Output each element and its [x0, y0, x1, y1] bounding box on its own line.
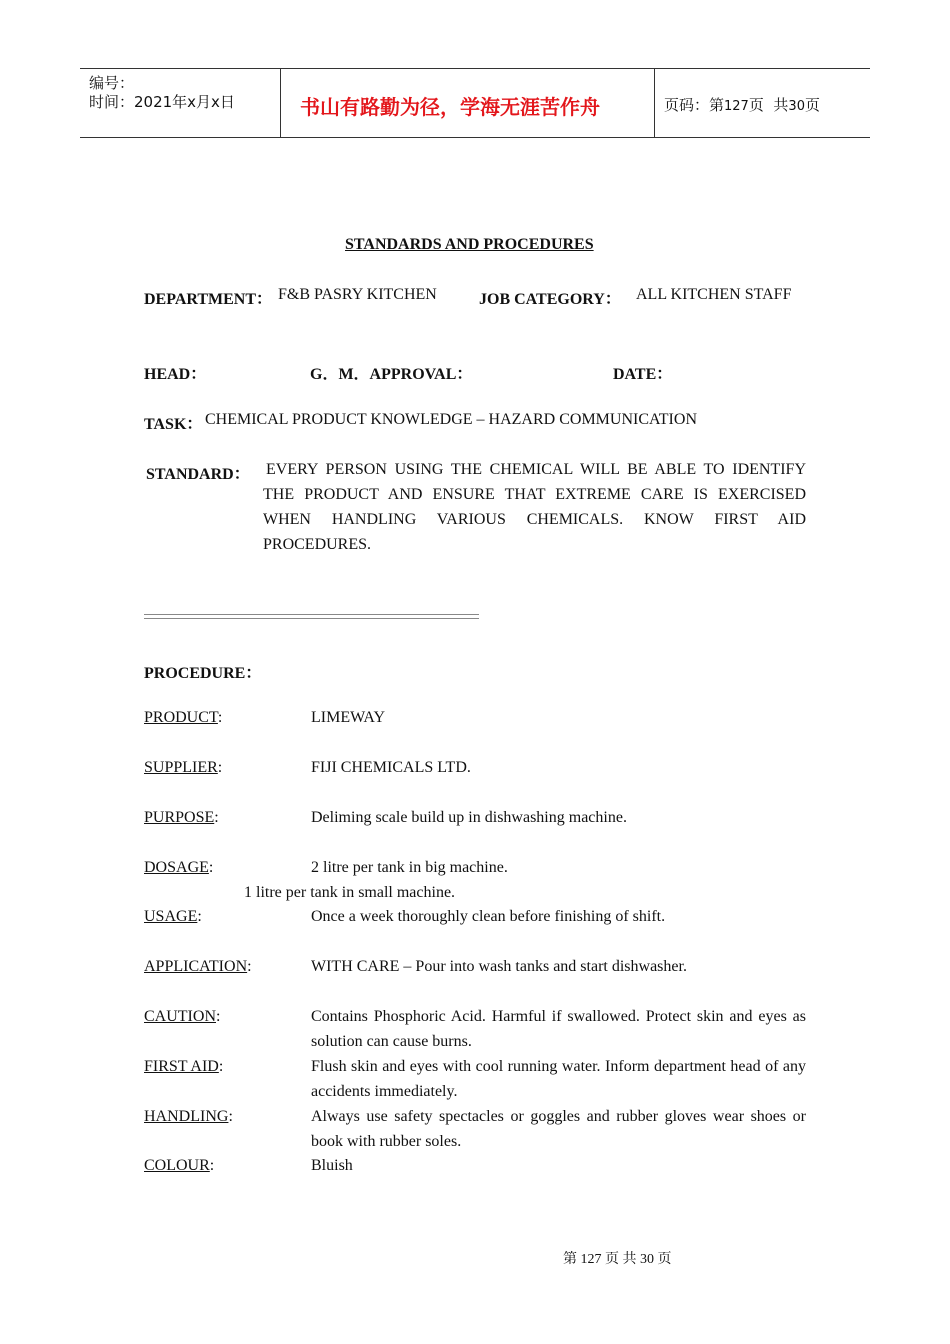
caution-field-label: CAUTION: [144, 1008, 221, 1025]
purpose-field-label: PURPOSE: [144, 809, 219, 826]
gm-approval-label: G．M．APPROVAL： [310, 366, 473, 383]
procedure-label: PROCEDURE： [144, 665, 262, 682]
doc-title: STANDARDS AND PROCEDURES [345, 236, 594, 253]
motto: 书山有路勤为径，学海无涯苦作舟 [300, 95, 600, 119]
colour-value: Bluish [311, 1157, 353, 1174]
number-label: 编号： [89, 74, 135, 92]
application-field-label: APPLICATION: [144, 958, 252, 975]
first-aid-value: Flush skin and eyes with cool running water. Inform department head of any accidents immediately. [311, 1058, 806, 1100]
dosage-value: 2 litre per tank in big machine. [311, 859, 508, 876]
page-footer: 第 127 页 共 30 页 [563, 1252, 672, 1267]
header-motto-cell [281, 69, 655, 137]
usage-value: Once a week thoroughly clean before finishing of shift. [311, 908, 666, 925]
caution-value: Contains Phosphoric Acid. Harmful if swallowed. Protect skin and eyes as solution can cause burns. [311, 1008, 806, 1050]
header-page-num: 127 [724, 99, 749, 114]
header-meta-cell [80, 69, 281, 137]
handling-value: Always use safety spectacles or goggles and rubber gloves wear shoes or book with rubber soles. [311, 1108, 806, 1150]
header-page-cell [655, 69, 870, 137]
standard-label: STANDARD： [146, 466, 250, 483]
colour-field-label: COLOUR: [144, 1157, 215, 1174]
job-category-value: ALL KITCHEN STAFF [636, 286, 792, 303]
head-label: HEAD： [144, 366, 207, 383]
application-value: WITH CARE – Pour into wash tanks and start dishwasher. [311, 958, 687, 975]
product-value: LIMEWAY [311, 709, 386, 726]
double-divider [144, 614, 479, 619]
job-category-label: JOB CATEGORY： [479, 291, 621, 308]
department-label: DEPARTMENT： [144, 291, 273, 308]
dosage-field-label: DOSAGE: [144, 859, 214, 876]
footer-total-num: 30 [640, 1252, 654, 1267]
standard-text: EVERY PERSON USING THE CHEMICAL WILL BE ABLE TO IDENTIFY THE PRODUCT AND ENSURE THAT EXTREME CARE IS EXERCISED WHEN HANDLING VARIOUS CHEMICALS. KNOW FIRST AID PROCEDURES. [263, 461, 806, 553]
supplier-value: FIJI CHEMICALS LTD. [311, 759, 471, 776]
task-value: CHEMICAL PRODUCT KNOWLEDGE – HAZARD COMMUNICATION [205, 411, 697, 428]
handling-field-label: HANDLING: [144, 1108, 233, 1125]
header-page-info: 页码：第127页 共30页 [664, 96, 820, 114]
usage-field-label: USAGE: [144, 908, 202, 925]
department-value: F&B PASRY KITCHEN [278, 286, 437, 303]
page-header [80, 68, 870, 138]
date-label: DATE： [613, 366, 673, 383]
product-field-label: PRODUCT: [144, 709, 223, 726]
dosage-value-2: 1 litre per tank in small machine. [244, 884, 456, 901]
first-aid-field-label: FIRST AID: [144, 1058, 224, 1075]
header-total-num: 30 [788, 99, 805, 114]
time-label: 时间：2021年x月x日 [89, 93, 235, 111]
task-label: TASK： [144, 416, 203, 433]
footer-page-num: 127 [580, 1252, 602, 1267]
supplier-field-label: SUPPLIER: [144, 759, 223, 776]
purpose-value: Deliming scale build up in dishwashing machine. [311, 809, 627, 826]
